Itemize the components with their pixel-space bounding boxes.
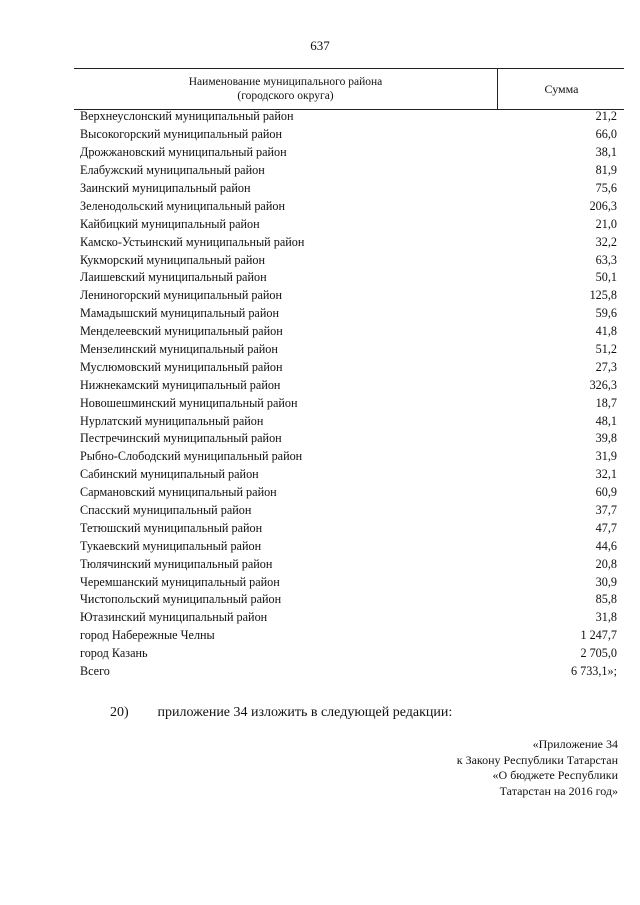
table-row xyxy=(80,537,617,555)
table-row xyxy=(80,519,617,537)
district-name: Сабинский муниципальный район xyxy=(80,467,259,482)
district-name: Тукаевский муниципальный район xyxy=(80,538,262,553)
table-row xyxy=(80,126,617,144)
table-row xyxy=(80,394,617,412)
district-sum: 48,1 xyxy=(595,413,617,428)
district-name: Заинский муниципальный район xyxy=(80,181,251,195)
district-sum: 18,7 xyxy=(595,395,617,410)
district-sum: 66,0 xyxy=(595,127,617,142)
table-row xyxy=(80,215,617,233)
district-name: Тетюшский муниципальный район xyxy=(80,520,263,535)
table-body xyxy=(80,108,617,663)
district-sum: 41,8 xyxy=(595,324,617,339)
district-sum: 32,1 xyxy=(595,467,617,482)
district-sum: 38,1 xyxy=(595,145,617,160)
district-sum: 75,6 xyxy=(595,181,617,195)
district-name: Елабужский муниципальный район xyxy=(80,163,265,178)
table-row xyxy=(80,591,617,609)
table-row xyxy=(80,287,617,305)
district-sum: 37,7 xyxy=(595,503,617,518)
district-name: Лаишевский муниципальный район xyxy=(80,270,267,285)
district-name: Пестречинский муниципальный район xyxy=(80,431,282,446)
item-text: приложение 34 изложить в следующей редакции: xyxy=(157,705,453,720)
table-row xyxy=(80,448,617,466)
table-row xyxy=(80,358,617,376)
district-sum: 1 247,7 xyxy=(580,628,617,643)
table-row xyxy=(80,412,617,430)
district-name: город Казань xyxy=(80,646,148,661)
district-name: город Набережные Челны xyxy=(80,628,215,643)
table-row xyxy=(80,555,617,573)
total-value: 6 733,1»; xyxy=(570,663,617,678)
column-header-name-line2: (городского округа) xyxy=(237,90,334,102)
district-sum: 39,8 xyxy=(595,431,617,446)
table-row xyxy=(80,251,617,269)
table-row xyxy=(80,108,617,126)
district-name: Нижнекамский муниципальный район xyxy=(80,377,281,392)
district-name: Мамадышский муниципальный район xyxy=(80,306,279,321)
appendix-line-3: «О бюджете Республики xyxy=(492,768,618,782)
district-sum: 20,8 xyxy=(595,556,617,571)
district-sum: 27,3 xyxy=(595,359,617,374)
district-sum: 21,2 xyxy=(595,109,617,124)
total-label: Всего xyxy=(80,663,110,678)
district-sum: 206,3 xyxy=(589,198,617,213)
district-name: Менделеевский муниципальный район xyxy=(80,324,283,339)
district-name: Зеленодольский муниципальный район xyxy=(80,198,285,213)
table-row xyxy=(80,144,617,162)
column-header-name xyxy=(74,69,497,109)
table-row xyxy=(80,645,617,663)
district-sum: 31,9 xyxy=(595,449,617,464)
table-row xyxy=(80,430,617,448)
appendix-line-1: «Приложение 34 xyxy=(532,737,618,751)
item-number: 20) xyxy=(110,705,129,720)
amendment-item xyxy=(110,705,452,721)
column-header-name-line1: Наименование муниципального района xyxy=(188,76,383,88)
district-name: Рыбно-Слободский муниципальный район xyxy=(80,449,303,464)
district-sum: 31,8 xyxy=(595,610,617,625)
district-name: Новошешминский муниципальный район xyxy=(80,395,298,410)
district-name: Нурлатский муниципальный район xyxy=(80,413,264,428)
district-name: Сармановский муниципальный район xyxy=(80,485,277,500)
district-sum: 125,8 xyxy=(589,288,617,303)
district-sum: 30,9 xyxy=(595,574,617,589)
district-sum: 81,9 xyxy=(595,163,617,178)
table-row xyxy=(80,269,617,287)
table-header xyxy=(74,68,624,110)
district-name: Высокогорский муниципальный район xyxy=(80,127,283,142)
table-row xyxy=(80,573,617,591)
district-name: Мензелинский муниципальный район xyxy=(80,342,278,357)
district-sum: 47,7 xyxy=(595,520,617,535)
district-sum: 50,1 xyxy=(595,270,617,285)
district-sum: 2 705,0 xyxy=(580,646,617,661)
district-sum: 60,9 xyxy=(595,485,617,500)
table-row xyxy=(80,341,617,359)
district-sum: 51,2 xyxy=(595,342,617,357)
district-sum: 32,2 xyxy=(595,234,617,249)
page-number: 637 xyxy=(310,38,330,53)
district-name: Дрожжановский муниципальный район xyxy=(80,145,287,160)
district-sum: 326,3 xyxy=(589,377,617,392)
district-sum: 59,6 xyxy=(595,306,617,321)
table-row xyxy=(80,233,617,251)
district-sum: 63,3 xyxy=(595,252,617,267)
table-row xyxy=(80,376,617,394)
table-row xyxy=(80,466,617,484)
column-header-sum: Сумма xyxy=(497,69,625,109)
district-sum: 85,8 xyxy=(595,592,617,607)
appendix-line-2: к Закону Республики Татарстан xyxy=(456,752,618,767)
table-row xyxy=(80,627,617,645)
table-row xyxy=(80,180,617,198)
appendix-line-4: Татарстан на 2016 год» xyxy=(499,783,618,798)
table-row xyxy=(80,502,617,520)
table-row xyxy=(80,323,617,341)
district-name: Камско-Устьинский муниципальный район xyxy=(80,234,305,249)
table-row xyxy=(80,305,617,323)
district-name: Спасский муниципальный район xyxy=(80,503,252,518)
district-name: Кукморский муниципальный район xyxy=(80,252,266,267)
district-name: Верхнеуслонский муниципальный район xyxy=(80,109,294,124)
appendix-heading xyxy=(457,737,618,799)
table-row xyxy=(80,609,617,627)
table-row xyxy=(80,162,617,180)
table-row xyxy=(80,484,617,502)
district-name: Черемшанский муниципальный район xyxy=(80,574,280,589)
district-name: Ютазинский муниципальный район xyxy=(80,610,268,625)
district-name: Лениногорский муниципальный район xyxy=(80,288,283,303)
table-row xyxy=(80,197,617,215)
total-row xyxy=(80,662,617,680)
district-name: Кайбицкий муниципальный район xyxy=(80,216,260,231)
district-sum: 21,0 xyxy=(595,216,617,231)
district-name: Тюлячинский муниципальный район xyxy=(80,556,273,571)
district-name: Муслюмовский муниципальный район xyxy=(80,359,283,374)
district-sum: 44,6 xyxy=(595,538,617,553)
district-name: Чистопольский муниципальный район xyxy=(80,592,282,607)
